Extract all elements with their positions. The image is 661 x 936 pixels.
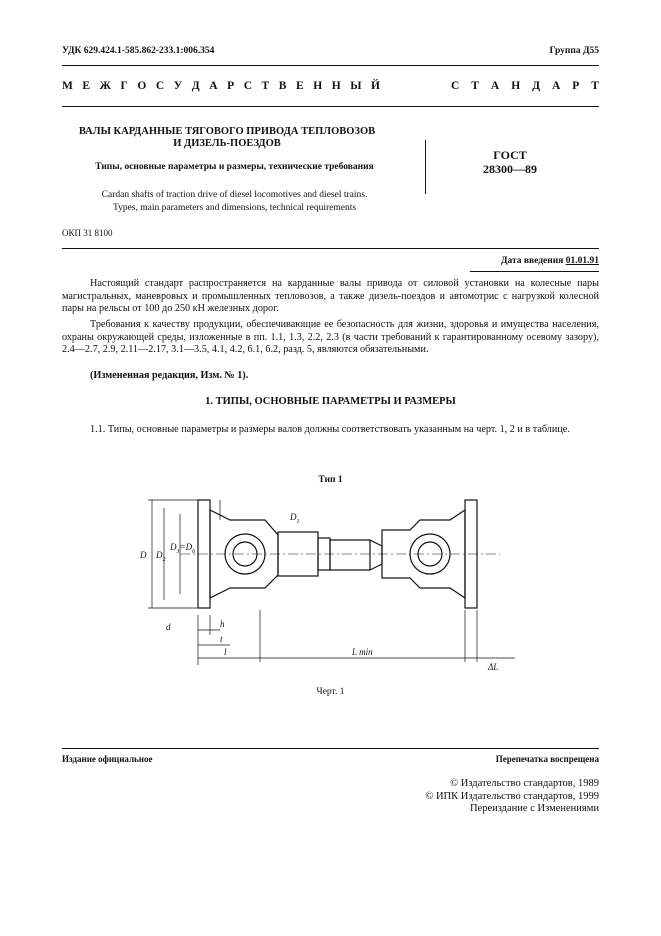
middle-spline-section xyxy=(330,540,370,570)
header-rule xyxy=(62,65,599,66)
date-label: Дата введения xyxy=(500,256,564,266)
title-line-1: ВАЛЫ КАРДАННЫЕ ТЯГОВОГО ПРИВОДА ТЕПЛОВОЗОВ xyxy=(78,126,376,137)
group-code: Группа Д55 xyxy=(549,46,599,56)
section-heading: 1. ТИПЫ, ОСНОВНЫЕ ПАРАМЕТРЫ И РАЗМЕРЫ xyxy=(205,396,456,407)
dim-Lmin: L min xyxy=(352,647,373,657)
dim-d: d xyxy=(166,622,171,632)
dim-t: t xyxy=(220,634,223,644)
okp-rule xyxy=(62,248,599,249)
title-divider xyxy=(425,140,426,194)
copyright-1999: © ИПК Издательство стандартов, 1999 xyxy=(425,790,599,802)
banner-word-2: С Т А Н Д А Р Т xyxy=(451,80,599,92)
dim-D1: $D_1$ xyxy=(290,512,300,525)
english-title-line-2: Types, main parameters and dimensions, technical requirements xyxy=(112,202,357,213)
date-rule xyxy=(470,271,599,272)
figure-type-label: Тип 1 xyxy=(318,475,343,485)
okp-code: ОКП 31 8100 xyxy=(62,228,113,238)
dim-D2: $D_2$ xyxy=(156,550,166,563)
title-line-2: И ДИЗЕЛЬ-ПОЕЗДОВ xyxy=(173,138,281,149)
figure-caption: Черт. 1 xyxy=(316,687,345,697)
reprint-prohibited: Перепечатка воспрещена xyxy=(495,754,599,764)
dim-D: D xyxy=(140,550,147,560)
reissue-note: Переиздание с Изменениями xyxy=(469,803,599,814)
paragraph-1-1: 1.1. Типы, основные параметры и размеры валов должны соответствовать указанным на черт. 1, 2 и в таблице. xyxy=(90,424,570,435)
cardan-shaft-drawing xyxy=(120,490,520,680)
document-subtitle: Типы, основные параметры и размеры, технические требования xyxy=(95,162,374,172)
standard-banner xyxy=(62,80,599,92)
dim-delta-L: ΔL xyxy=(488,662,499,672)
effective-date xyxy=(501,256,599,266)
banner-word-1: М Е Ж Г О С У Д А Р С Т В Е Н Н Ы Й xyxy=(62,80,380,92)
paragraph-scope: Настоящий стандарт распространяется на карданные валы привода от силовой установки на колесные пары магистральных, маневровых и промышленных тепловозов, а также дизель-поездов и автомотрис с нагрузкой колесной пары на рельсы от 100 до 250 кН железных дорог. xyxy=(62,278,599,315)
udk-code: УДК 629.424.1-585.862-233.1:006.354 xyxy=(62,46,215,56)
date-value: 01.01.91 xyxy=(565,256,599,266)
dim-l: l xyxy=(224,647,227,657)
document-title xyxy=(62,126,392,150)
paragraph-amendment: (Измененная редакция, Изм. № 1). xyxy=(90,370,249,381)
gost-designation xyxy=(470,148,550,176)
banner-rule xyxy=(62,106,599,107)
gost-number: 28300—89 xyxy=(483,162,537,176)
english-title xyxy=(62,189,407,214)
paragraph-requirements: Требования к качеству продукции, обеспечивающие ее безопасность для жизни, здоровья и имущества населения, охраны окружающей среды, изложенные в пп. 1.1, 1.3, 2.2, 2.3 (в части требований к гарантированному осевому зазору), 2.4—2.7, 2.9, 2.11—2.17, 3.1—3.5, 4.1, 4.2, 6.1, 6.2, разд. 5, являются обязательными. xyxy=(62,319,599,356)
footer-rule xyxy=(62,748,599,749)
copyright-block xyxy=(425,778,599,816)
english-title-line-1: Cardan shafts of traction drive of diesel locomotives and diesel trains. xyxy=(101,190,368,200)
dim-D3: $D_3=D_6$ xyxy=(170,542,196,555)
dim-h: h xyxy=(220,619,225,629)
gost-label: ГОСТ xyxy=(493,148,527,162)
official-edition: Издание официальное xyxy=(62,754,153,764)
copyright-1989: © Издательство стандартов, 1989 xyxy=(450,778,599,789)
